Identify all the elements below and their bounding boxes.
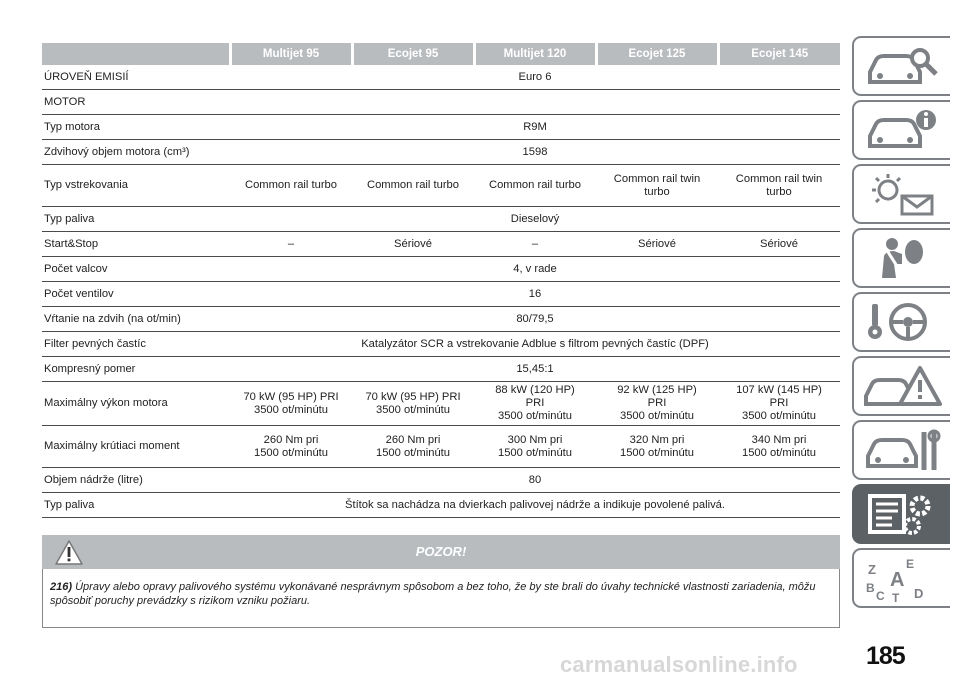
table-cell: 260 Nm pri 1500 ot/minútu xyxy=(230,426,352,468)
table-row xyxy=(42,357,840,382)
table-cell: 107 kW (145 HP) PRI 3500 ot/minútu xyxy=(718,382,840,426)
chapter-tab-dashboard[interactable] xyxy=(852,36,950,96)
table-row xyxy=(42,207,840,232)
warning-text xyxy=(50,580,831,608)
table-cell: 300 Nm pri 1500 ot/minútu xyxy=(474,426,596,468)
table-cell: 70 kW (95 HP) PRI 3500 ot/minútu xyxy=(352,382,474,426)
dashboard-lights-icon xyxy=(862,170,942,218)
table-cell: 70 kW (95 HP) PRI 3500 ot/minútu xyxy=(230,382,352,426)
column-header: Ecojet 145 xyxy=(718,43,840,65)
row-label: Objem nádrže (litre) xyxy=(42,468,230,493)
index-letter-d: D xyxy=(914,586,924,601)
table-cell-span: 4, v rade xyxy=(230,257,840,282)
table-row xyxy=(42,332,840,357)
table-row xyxy=(42,307,840,332)
index-letter-c: C xyxy=(876,589,885,602)
row-label: Typ vstrekovania xyxy=(42,165,230,207)
header-corner-cell xyxy=(42,43,230,65)
table-cell-span: R9M xyxy=(230,115,840,140)
warning-title: POZOR! xyxy=(415,544,467,559)
chapter-tab-safety[interactable] xyxy=(852,228,950,288)
row-label: Typ paliva xyxy=(42,493,230,518)
chapter-tab-info[interactable] xyxy=(852,100,950,160)
column-header: Ecojet 125 xyxy=(596,43,718,65)
table-cell-span: Katalyzátor SCR a vstrekovanie Adblue s filtrom pevných častíc (DPF) xyxy=(230,332,840,357)
chapter-tab-technical-data[interactable] xyxy=(852,484,950,544)
index-letter-a: A xyxy=(890,569,905,591)
table-row xyxy=(42,140,840,165)
table-cell-span: 80 xyxy=(230,468,840,493)
specifications-table xyxy=(42,43,840,518)
table-cell: Common rail turbo xyxy=(474,165,596,207)
table-cell: – xyxy=(230,232,352,257)
table-cell: Sériové xyxy=(596,232,718,257)
table-cell: Common rail twin turbo xyxy=(596,165,718,207)
table-cell-span: Euro 6 xyxy=(230,65,840,90)
table-cell: 260 Nm pri 1500 ot/minútu xyxy=(352,426,474,468)
index-letter-t: T xyxy=(892,591,900,602)
page-number: 185 xyxy=(866,642,905,670)
seatbelt-airbag-icon xyxy=(862,234,942,282)
chapter-tab-warning-lights[interactable] xyxy=(852,164,950,224)
table-cell: Common rail turbo xyxy=(230,165,352,207)
table-row xyxy=(42,257,840,282)
table-cell-span xyxy=(230,90,840,115)
key-steering-icon xyxy=(862,298,942,346)
table-cell-span: 1598 xyxy=(230,140,840,165)
warning-header xyxy=(42,535,840,569)
index-letter-b: B xyxy=(866,581,875,595)
table-cell-span: Dieselový xyxy=(230,207,840,232)
table-cell: 340 Nm pri 1500 ot/minútu xyxy=(718,426,840,468)
table-cell: 88 kW (120 HP) PRI 3500 ot/minútu xyxy=(474,382,596,426)
row-label: Maximálny výkon motora xyxy=(42,382,230,426)
row-label: MOTOR xyxy=(42,90,230,115)
index-letter-e: E xyxy=(906,557,915,571)
table-row xyxy=(42,468,840,493)
table-row xyxy=(42,165,840,207)
chapter-tab-emergency[interactable] xyxy=(852,356,950,416)
row-label: ÚROVEŇ EMISIÍ xyxy=(42,65,230,90)
warning-number: 216) xyxy=(50,581,73,593)
row-label: Typ motora xyxy=(42,115,230,140)
row-label: Zdvihový objem motora (cm³) xyxy=(42,140,230,165)
table-cell-span: 15,45:1 xyxy=(230,357,840,382)
table-row xyxy=(42,382,840,426)
table-row xyxy=(42,90,840,115)
column-header: Multijet 95 xyxy=(230,43,352,65)
row-label: Počet ventilov xyxy=(42,282,230,307)
warning-body: Úpravy alebo opravy palivového systému vykonávané nesprávnym spôsobom a bez toho, že by ste brali do úvahy technické vlastnosti zariadenia, môžu spôsobiť poruchy prevádzky s rizikom vzniku požiaru. xyxy=(50,581,816,607)
table-header-row xyxy=(42,43,840,65)
table-body xyxy=(42,65,840,518)
table-row xyxy=(42,232,840,257)
column-header: Multijet 120 xyxy=(474,43,596,65)
table-row xyxy=(42,282,840,307)
row-label: Typ paliva xyxy=(42,207,230,232)
car-tools-icon xyxy=(862,426,942,474)
table-cell: Common rail twin turbo xyxy=(718,165,840,207)
table-cell: Sériové xyxy=(718,232,840,257)
row-label: Start&Stop xyxy=(42,232,230,257)
row-label: Počet valcov xyxy=(42,257,230,282)
car-warning-icon xyxy=(862,362,942,410)
table-cell: Common rail turbo xyxy=(352,165,474,207)
car-info-icon xyxy=(862,106,942,154)
chapter-tab-starting-driving[interactable] xyxy=(852,292,950,352)
table-cell: 320 Nm pri 1500 ot/minútu xyxy=(596,426,718,468)
column-header: Ecojet 95 xyxy=(352,43,474,65)
watermark: carmanualsonline.info xyxy=(560,652,798,677)
index-letter-z: Z xyxy=(868,562,876,577)
chapter-tab-index[interactable] xyxy=(852,548,950,608)
car-search-icon xyxy=(862,42,942,90)
table-cell: 92 kW (125 HP) PRI 3500 ot/minútu xyxy=(596,382,718,426)
row-label: Maximálny krútiaci moment xyxy=(42,426,230,468)
table-row xyxy=(42,115,840,140)
alphabet-index-icon xyxy=(862,554,942,602)
specs-gear-icon xyxy=(862,490,942,538)
table-cell: Sériové xyxy=(352,232,474,257)
table-row xyxy=(42,493,840,518)
row-label: Vŕtanie na zdvih (na ot/min) xyxy=(42,307,230,332)
table-cell-span: Štítok sa nachádza na dvierkach palivovej nádrže a indikuje povolené palivá. xyxy=(230,493,840,518)
row-label: Kompresný pomer xyxy=(42,357,230,382)
table-cell: – xyxy=(474,232,596,257)
warning-box xyxy=(42,569,840,628)
table-row xyxy=(42,65,840,90)
row-label: Filter pevných častíc xyxy=(42,332,230,357)
table-cell-span: 16 xyxy=(230,282,840,307)
table-cell-span: 80/79,5 xyxy=(230,307,840,332)
chapter-tab-maintenance[interactable] xyxy=(852,420,950,480)
table-row xyxy=(42,426,840,468)
